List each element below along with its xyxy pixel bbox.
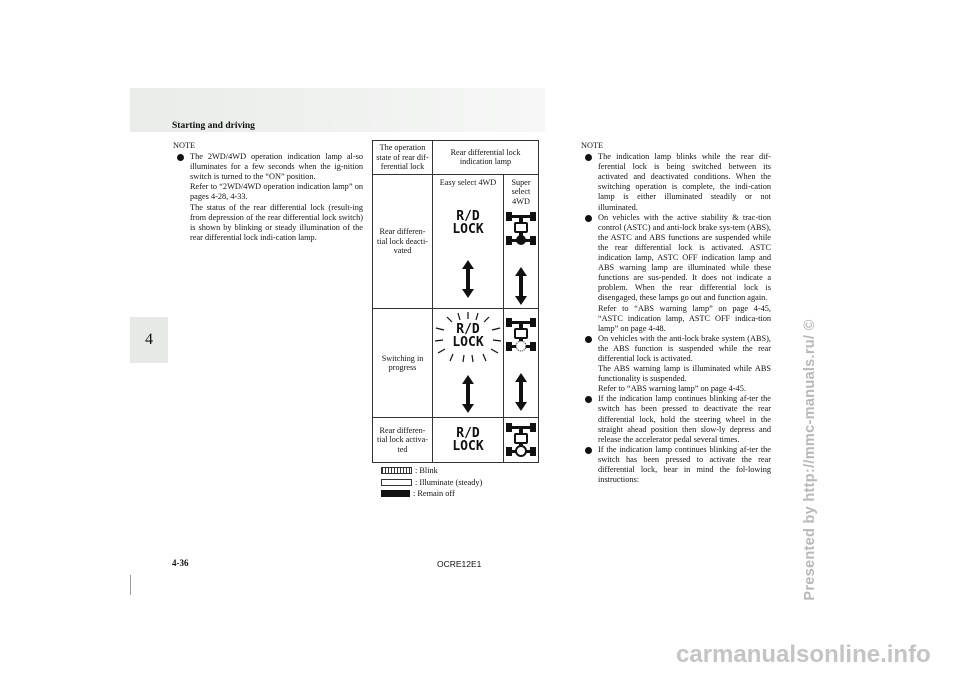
note-paragraph: The ABS warning lamp is illuminated while ABS functionality is suspended.: [598, 364, 771, 384]
legend-item-off: : Remain off: [381, 488, 482, 500]
subheader-easy: Easy select 4WD: [433, 174, 504, 208]
super-lamp-blink: [504, 309, 539, 418]
legend-item-steady: : Illuminate (steady): [381, 477, 482, 489]
note-bullet: [581, 152, 771, 213]
bottom-watermark: carmanualsonline.info: [676, 641, 931, 668]
rd-lock-indicator-icon: R/D LOCK: [445, 423, 491, 457]
note-paragraph: If the indication lamp continues blinking af-ter the switch has been pressed to activate the rear differential lock, bear in mind the fol-lowing instructions:: [598, 444, 771, 485]
lamp-status-table: [372, 140, 539, 463]
bullet-dot-icon: [585, 447, 592, 454]
side-watermark: Presented by http://mmc-manuals.ru/ ©: [802, 319, 818, 601]
bullet-dot-icon: [585, 336, 592, 343]
note-paragraph: The indication lamp blinks while the rear dif-ferential lock is being switched between its activated and deactivated conditions. When the switching operation is complete, the indi-cation lamp is either illuminated steadily or not illuminated.: [598, 152, 771, 212]
table-header-state: The operation state of rear dif-ferential lock: [373, 141, 433, 175]
note-paragraph: Refer to “ABS warning lamp” on page 4-45, “ASTC indication lamp, ASTC OFF indica-tion lamp” on page 4-48.: [598, 303, 771, 333]
bullet-dot-icon: [585, 215, 592, 222]
lamp-legend: [381, 465, 482, 500]
subheader-super: Super select 4WD: [504, 174, 539, 208]
double-arrow-icon: [515, 267, 527, 305]
drivetrain-icon: [504, 420, 538, 460]
page-number: 4-36: [172, 558, 189, 568]
blink-swatch-icon: [381, 467, 412, 474]
note-paragraph: On vehicles with the anti-lock brake system (ABS), the ABS function is suspended while the rear differential lock is activated.: [598, 333, 771, 363]
bullet-dot-icon: [177, 154, 184, 161]
note-paragraph: If the indication lamp continues blinking af-ter the switch has been pressed to deactivate the rear differential lock, hold the steering wheel in the straight ahead position then slow-ly depress and release the accelerator pedal several times.: [598, 394, 771, 444]
note-paragraph: On vehicles with the active stability & trac-tion control (ASTC) and anti-lock brake sys-tem (ABS), the ASTC and ABS functions are suspended while the rear differential lock is activated. ASTC indication lamp, ASTC OFF indication lamp and ABS warning lamp are illuminated while these functions are sus-pended. It does not indicate a problem. When the rear differential lock is disengaged, these lamps go out and function again.: [598, 212, 771, 303]
legend-item-blink: : Blink: [381, 465, 482, 477]
note-label: NOTE: [173, 141, 196, 150]
document-code: OCRE12E1: [437, 559, 482, 569]
bullet-dot-icon: [585, 396, 592, 403]
row-state-switching: [373, 309, 433, 418]
note-label: NOTE: [581, 141, 604, 150]
left-note: [173, 141, 363, 243]
drivetrain-blink-icon: [504, 315, 538, 357]
note-paragraph: The status of the rear differential lock (result-ing from depression of the rear differential lock switch) is shown by blinking or steady illumination of the rear differential lock indi-cation lamp.: [190, 202, 363, 242]
note-bullet: [581, 334, 771, 395]
row-state-deactivated: [373, 174, 433, 309]
crop-mark: [130, 575, 131, 595]
right-note: [581, 141, 771, 485]
double-arrow-icon: [462, 260, 474, 298]
chapter-tab: 4: [130, 317, 168, 363]
state-label: Rear differen-tial lock deacti-vated: [377, 227, 428, 255]
note-bullet: [581, 394, 771, 444]
state-label: Switching in progress: [381, 353, 424, 372]
table-header-lamp: Rear differential lock indication lamp: [433, 141, 539, 175]
double-arrow-icon: [515, 373, 527, 411]
bullet-dot-icon: [585, 154, 592, 161]
rd-lock-indicator-icon: R/D LOCK: [452, 209, 484, 237]
easy-lamp-blink: [433, 309, 504, 418]
row-state-activated: [373, 418, 433, 463]
drivetrain-icon: [504, 209, 538, 249]
steady-swatch-icon: [381, 479, 412, 486]
note-paragraph: Refer to “ABS warning lamp” on page 4-45.: [598, 384, 746, 394]
section-title: Starting and driving: [172, 121, 255, 131]
easy-lamp-off: [433, 208, 504, 309]
note-paragraph: Refer to “2WD/4WD operation indication lamp” on pages 4-28, 4-33.: [190, 182, 363, 202]
state-label: Rear differen-tial lock activa-ted: [377, 425, 428, 454]
easy-lamp-on: [433, 418, 504, 463]
super-lamp-on: [504, 418, 539, 463]
note-bullet: [581, 213, 771, 334]
note-bullet: [173, 152, 363, 243]
double-arrow-icon: [462, 375, 474, 413]
note-bullet: [581, 445, 771, 485]
rd-lock-blink-icon: R/D LOCK: [433, 311, 503, 363]
super-lamp-off: [504, 208, 539, 309]
note-paragraph: The 2WD/4WD operation indication lamp al-so illuminates for a few seconds when the ig-nition switch is turned to the “ON” position.: [190, 152, 363, 182]
off-swatch-icon: [381, 490, 410, 497]
